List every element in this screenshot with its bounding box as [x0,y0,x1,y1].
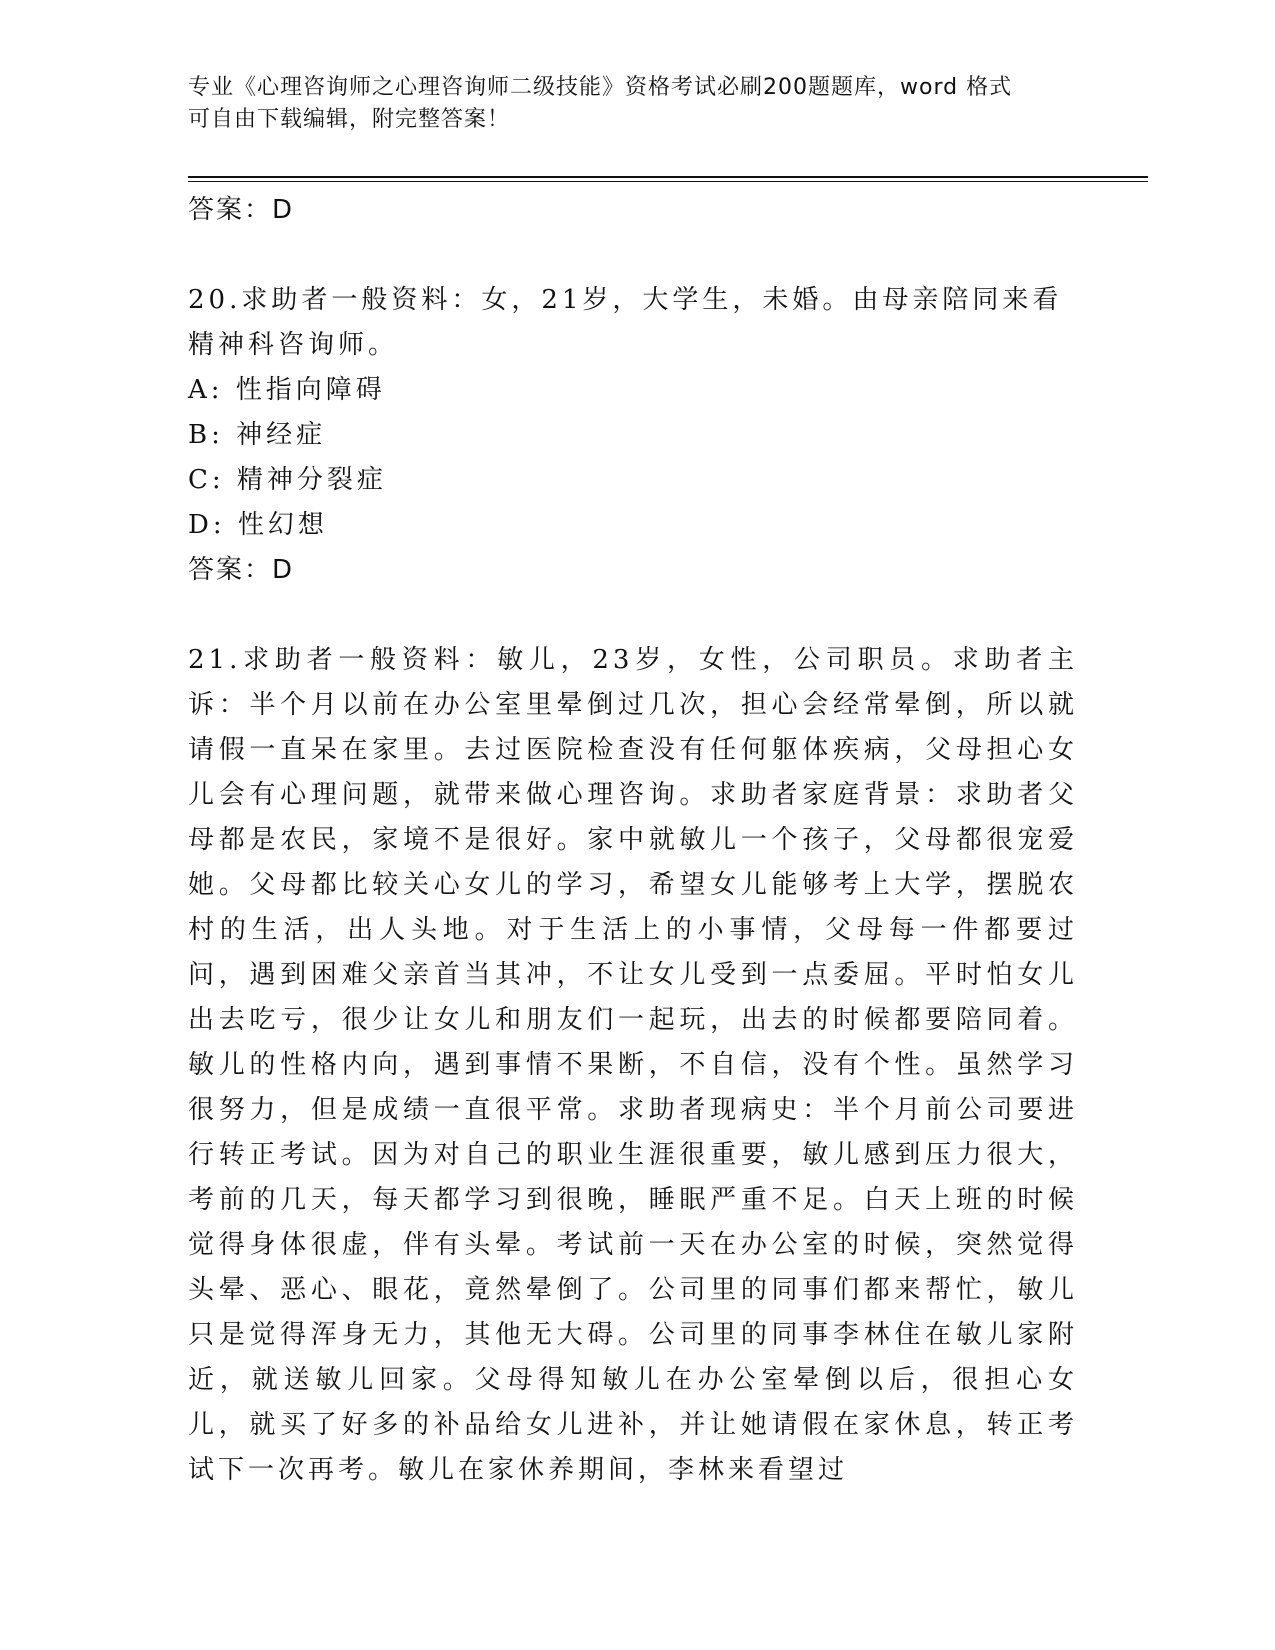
header-divider-thin [188,181,1148,182]
question-20-option-a: A: 性指向障碍 [188,375,386,405]
header-line-2: 可自由下载编辑，附完整答案！ [188,107,511,132]
question-20-option-d: D: 性幻想 [188,510,328,540]
question-20 [188,278,1078,593]
spacer [188,593,1078,638]
spacer [188,233,1078,278]
question-21 [188,638,1078,1493]
question-21-stem: 21.求助者一般资料：敏儿，23岁，女性，公司职员。求助者主诉：半个月以前在办公室里晕倒过几次，担心会经常晕倒，所以就请假一直呆在家里。去过医院检查没有任何躯体疾病，父母担心女儿会有心理问题，就带来做心理咨询。求助者家庭背景：求助者父母都是农民，家境不是很好。家中就敏儿一个孩子，父母都很宠爱她。父母都比较关心女儿的学习，希望女儿能够考上大学，摆脱农村的生活，出人头地。对于生活上的小事情，父母每一件都要过问，遇到困难父亲首当其冲，不让女儿受到一点委屈。平时怕女儿出去吃亏，很少让女儿和朋友们一起玩，出去的时候都要陪同着。敏儿的性格内向，遇到事情不果断，不自信，没有个性。虽然学习很努力，但是成绩一直很平常。求助者现病史：半个月前公司要进行转正考试。因为对自己的职业生涯很重要，敏儿感到压力很大，考前的几天，每天都学习到很晚，睡眠严重不足。白天上班的时候觉得身体很虚，伴有头晕。考试前一天在办公室的时候，突然觉得头晕、恶心、眼花，竟然晕倒了。公司里的同事们都来帮忙，敏儿只是觉得浑身无力，其他无大碍。公司里的同事李林住在敏儿家附近，就送敏儿回家。父母得知敏儿在办公室晕倒以后，很担心女儿，就买了好多的补品给女儿进补，并让她请假在家休息，转正考试下一次再考。敏儿在家休养期间，李林来看望过 [188,645,1078,1485]
question-20-option-b: B: 神经症 [188,420,327,450]
question-20-answer: 答案：D [188,555,295,585]
question-20-stem: 20.求助者一般资料：女，21岁，大学生，未婚。由母亲陪同来看精神科咨询师。 [188,285,1063,360]
document-body [188,188,1078,1493]
header-line-1: 专业《心理咨询师之心理咨询师二级技能》资格考试必刷200题题库，word 格式 [188,75,1013,100]
page-header [188,72,1078,136]
previous-answer: 答案：D [188,195,295,225]
header-divider [188,176,1148,178]
question-20-option-c: C: 精神分裂症 [188,465,387,495]
